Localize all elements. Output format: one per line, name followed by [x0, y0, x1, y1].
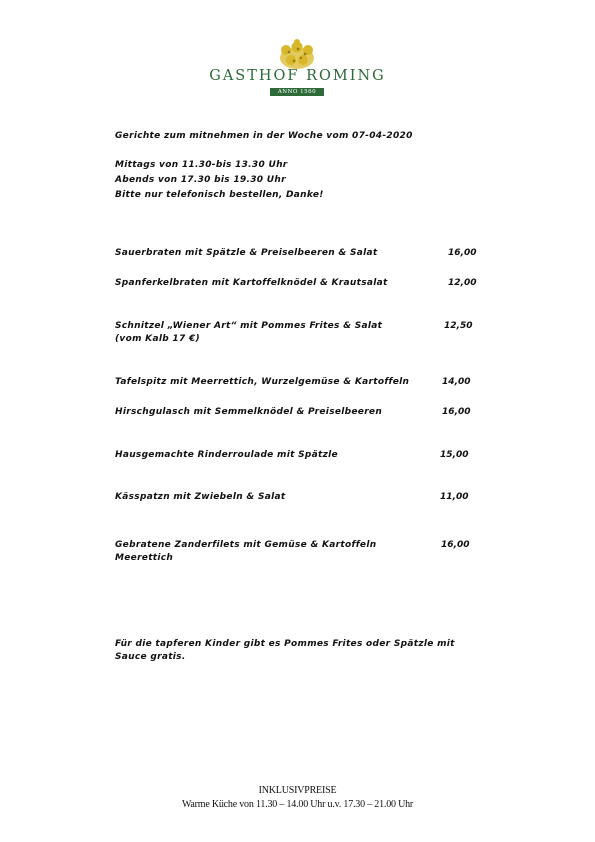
crown-emblem-icon	[190, 38, 405, 72]
dish-price: 12,50	[444, 321, 473, 331]
dish-name: Schnitzel „Wiener Art“ mit Pommes Frites & Salat	[115, 321, 383, 331]
dish-name: Gebratene Zanderfilets mit Gemüse & Kartoffeln	[115, 540, 377, 550]
dish-price: 16,00	[448, 248, 477, 258]
dish-name: Spanferkelbraten mit Kartoffelknödel & Krautsalat	[115, 278, 388, 288]
dish-name: Hirschgulasch mit Semmelknödel & Preiselbeeren	[115, 407, 383, 417]
kids-note-line-1: Für die tapferen Kinder gibt es Pommes Frites oder Spätzle mit	[115, 639, 455, 649]
dish-price: 14,00	[442, 377, 471, 387]
logo-title: GASTHOF ROMING	[209, 68, 386, 84]
dish-name: Kässpatzn mit Zwiebeln & Salat	[115, 492, 286, 502]
evening-hours: Abends von 17.30 bis 19.30 Uhr	[115, 175, 286, 185]
dish-price: 15,00	[440, 450, 469, 460]
order-note: Bitte nur telefonisch bestellen, Danke!	[115, 190, 324, 200]
dish-price: 16,00	[442, 407, 471, 417]
footer-kitchen-hours: Warme Küche von 11.30 – 14.00 Uhr u.v. 17.30 – 21.00 Uhr	[181, 799, 414, 810]
lunch-hours: Mittags von 11.30-bis 13.30 Uhr	[115, 160, 288, 170]
dish-price: 16,00	[441, 540, 470, 550]
logo-subtitle: ANNO 1560	[270, 88, 324, 96]
dish-extra: (vom Kalb 17 €)	[115, 334, 200, 344]
dish-price: 12,00	[448, 278, 477, 288]
dish-price: 11,00	[440, 492, 469, 502]
gasthof-logo	[190, 38, 405, 102]
dish-extra: Meerettich	[115, 553, 174, 563]
footer-price-note: INKLUSIVPREISE	[258, 785, 337, 796]
dish-name: Tafelspitz mit Meerrettich, Wurzelgemüse & Kartoffeln	[115, 377, 410, 387]
dish-name: Hausgemachte Rinderroulade mit Spätzle	[115, 450, 338, 460]
week-heading: Gerichte zum mitnehmen in der Woche vom 07-04-2020	[115, 131, 413, 141]
dish-name: Sauerbraten mit Spätzle & Preiselbeeren & Salat	[115, 248, 378, 258]
kids-note-line-2: Sauce gratis.	[115, 652, 186, 662]
